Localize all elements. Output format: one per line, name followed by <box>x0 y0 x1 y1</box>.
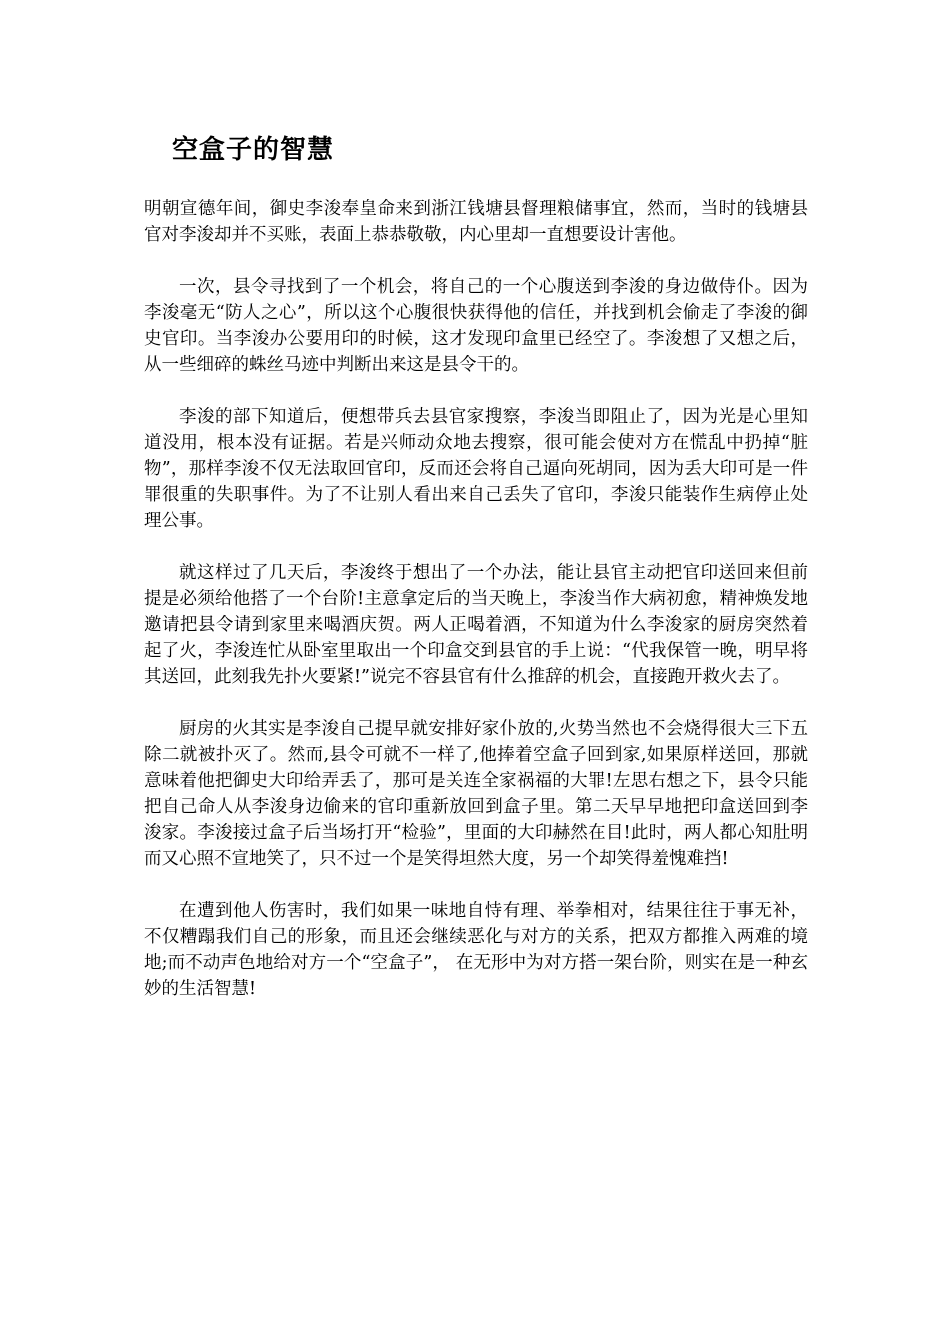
paragraph-6: 在遭到他人伤害时，我们如果一味地自恃有理、举拳相对，结果往往于事无补，不仅糟蹋我们自己的形象，而且还会继续恶化与对方的关系，把双方都推入两难的境地;而不动声色地给对方一个“空盒子”， 在无形中为对方搭一架台阶，则实在是一种玄妙的生活智慧! <box>144 901 808 999</box>
document-title: 空盒子的智慧 <box>172 135 335 165</box>
paragraph-3: 李浚的部下知道后，便想带兵去县官家搜察，李浚当即阻止了，因为光是心里知道没用，根本没有证据。若是兴师动众地去搜察，很可能会使对方在慌乱中扔掉“脏物”，那样李浚不仅无法取回官印，反而还会将自己逼向死胡同，因为丢大印可是一件罪很重的失职事件。为了不让别人看出来自己丢失了官印，李浚只能装作生病停止处理公事。 <box>144 407 808 531</box>
paragraph-2: 一次，县令寻找到了一个机会，将自己的一个心腹送到李浚的身边做侍仆。因为李浚毫无“防人之心”，所以这个心腹很快获得他的信任，并找到机会偷走了李浚的御史官印。当李浚办公要用印的时候，这才发现印盒里已经空了。李浚想了又想之后，从一些细碎的蛛丝马迹中判断出来这是县令干的。 <box>144 277 808 375</box>
paragraph-5: 厨房的火其实是李浚自己提早就安排好家仆放的,火势当然也不会烧得很大三下五除二就被扑灭了。然而,县令可就不一样了,他捧着空盒子回到家,如果原样送回，那就意味着他把御史大印给弄丢了，那可是关连全家祸福的大罪!左思右想之下，县令只能把自己命人从李浚身边偷来的官印重新放回到盒子里。第二天早早地把印盒送回到李浚家。李浚接过盒子后当场打开“检验”，里面的大印赫然在目!此时，两人都心知肚明而又心照不宣地笑了，只不过一个是笑得坦然大度，另一个却笑得羞愧难挡! <box>144 719 808 869</box>
paragraph-1: 明朝宣德年间，御史李浚奉皇命来到浙江钱塘县督理粮储事宜，然而，当时的钱塘县官对李浚却并不买账，表面上恭恭敬敬，内心里却一直想要设计害他。 <box>144 199 808 245</box>
paragraph-4: 就这样过了几天后，李浚终于想出了一个办法，能让县官主动把官印送回来但前提是必须给他搭了一个台阶!主意拿定后的当天晚上，李浚当作大病初愈，精神焕发地邀请把县令请到家里来喝酒庆贺。两人正喝着酒，不知道为什么李浚家的厨房突然着起了火，李浚连忙从卧室里取出一个印盒交到县官的手上说：“代我保管一晚，明早将其送回，此刻我先扑火要紧!”说完不容县官有什么推辞的机会，直接跑开救火去了。 <box>144 563 808 687</box>
document-body <box>144 196 808 1028</box>
